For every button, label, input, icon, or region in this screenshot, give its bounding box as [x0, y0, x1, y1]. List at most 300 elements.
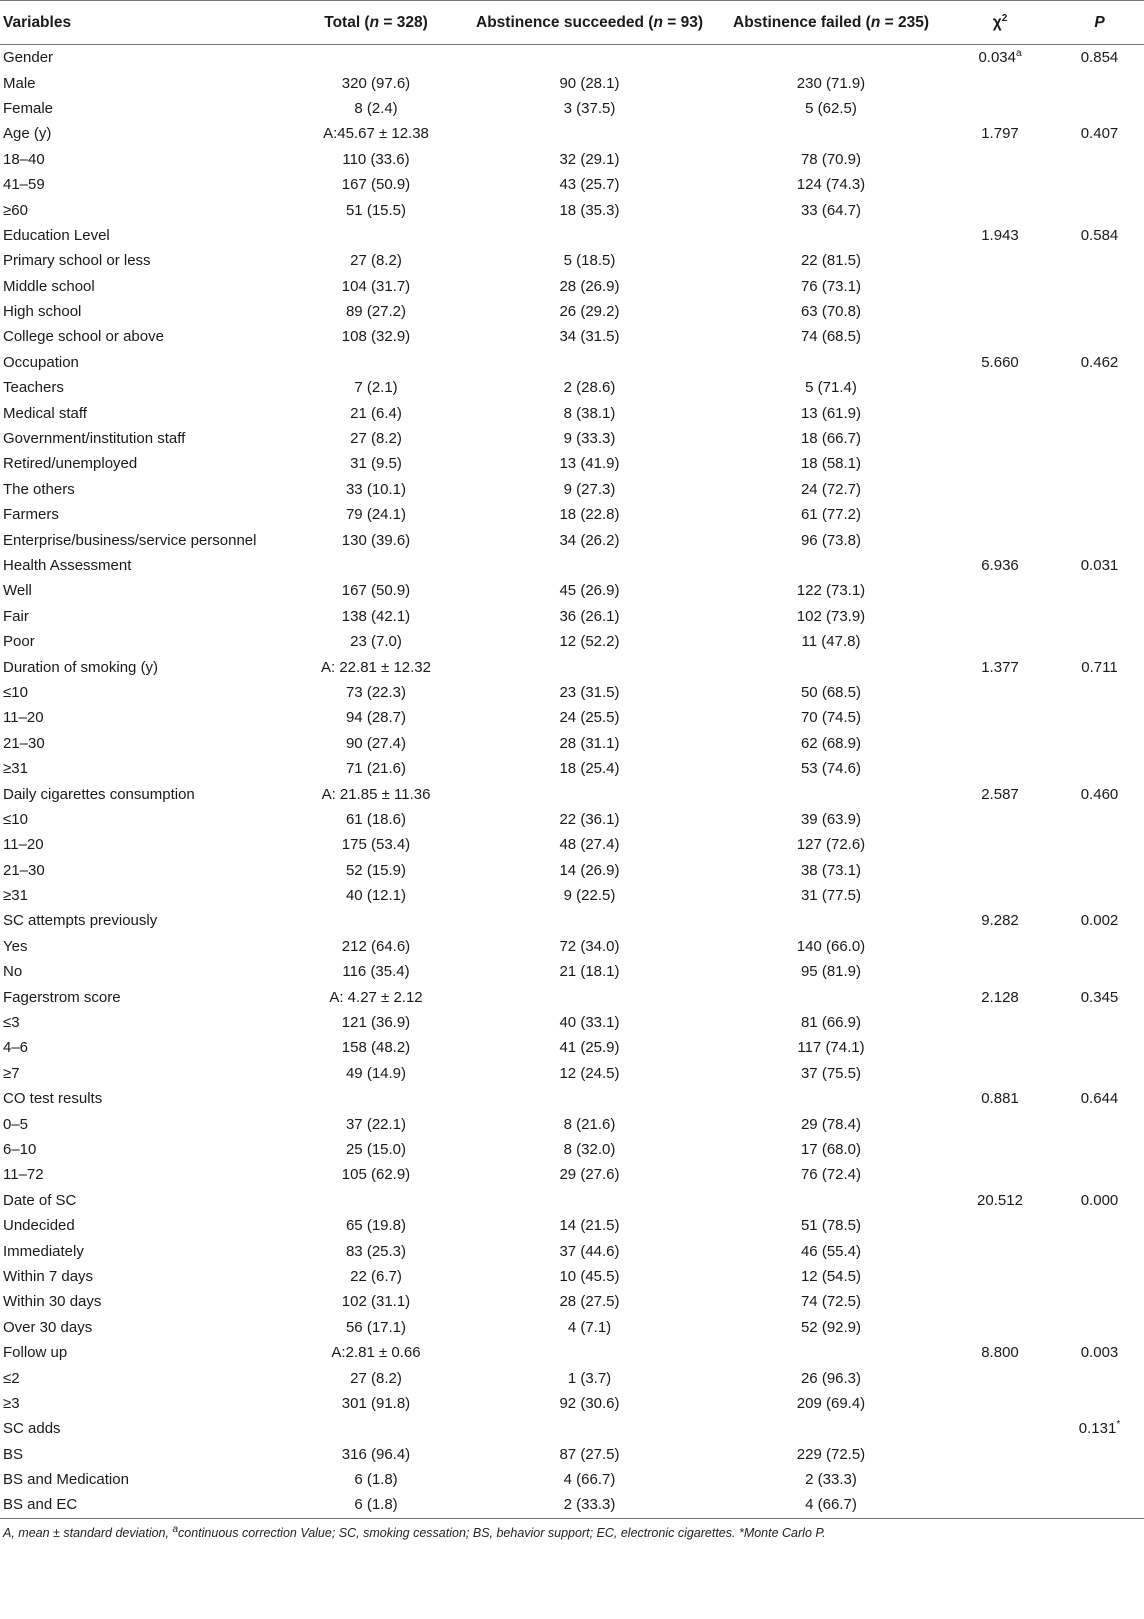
succeeded-cell: [462, 400, 717, 425]
row-label-text: ≤3: [3, 1014, 20, 1032]
p-value-cell: [1055, 1391, 1144, 1416]
failed-cell: [717, 1264, 945, 1289]
row-label: [0, 1213, 290, 1238]
succeeded-cell: [462, 324, 717, 349]
row-label-text: BS and EC: [3, 1496, 78, 1514]
total-cell: [290, 96, 462, 121]
row-label-text: Fagerstrom score: [3, 988, 121, 1006]
p-value-cell-text: 0.031: [1080, 557, 1119, 574]
p-value-cell: [1055, 731, 1144, 756]
failed-cell: [717, 1315, 945, 1340]
total-cell-text: 121 (36.9): [341, 1014, 411, 1032]
row-label-text: Middle school: [3, 277, 95, 295]
table-row: [0, 96, 1144, 121]
p-value-cell: [1055, 477, 1144, 502]
total-cell-text: A:2.81 ± 0.66: [331, 1344, 421, 1362]
row-label-text: 11–20: [3, 709, 44, 727]
row-label-text: Enterprise/business/service personnel: [3, 531, 257, 549]
row-label: [0, 832, 290, 857]
succeeded-cell-text: 48 (27.4): [559, 836, 620, 854]
failed-cell-text: 76 (72.4): [800, 1166, 862, 1184]
chi-square-footnote-marker: a: [1015, 48, 1022, 60]
total-cell-text: 79 (24.1): [345, 506, 407, 524]
chi-square-cell: [945, 1264, 1055, 1289]
row-label: [0, 477, 290, 502]
total-cell-text: 52 (15.9): [345, 861, 407, 879]
chi-square-cell: [945, 350, 1055, 375]
chi-square-cell: [945, 1238, 1055, 1263]
total-cell: [290, 680, 462, 705]
table-row: [0, 70, 1144, 95]
header-total-n: n: [369, 13, 380, 31]
total-cell: [290, 147, 462, 172]
succeeded-cell-text: 29 (27.6): [559, 1166, 620, 1184]
chi-square-cell-text: 5.660: [981, 353, 1019, 371]
chi-square-cell: [945, 1213, 1055, 1238]
total-cell: [290, 1264, 462, 1289]
failed-cell-text: 31 (77.5): [800, 887, 862, 905]
p-value-cell: [1055, 578, 1144, 603]
total-cell: [290, 121, 462, 146]
succeeded-cell-text: 8 (21.6): [563, 1115, 616, 1133]
succeeded-cell: [462, 908, 717, 933]
total-cell: [290, 477, 462, 502]
p-value-cell: [1055, 1213, 1144, 1238]
p-value-cell-text: 0.345: [1080, 988, 1119, 1006]
header-total-eq: = 328): [379, 13, 428, 31]
row-label: [0, 96, 290, 121]
row-label-text: SC attempts previously: [3, 912, 158, 930]
chi-square-cell: [945, 1416, 1055, 1441]
succeeded-cell: [462, 45, 717, 71]
failed-cell: [717, 197, 945, 222]
table-header: [0, 1, 1144, 45]
p-value-cell: [1055, 1238, 1144, 1263]
chi-square-cell: [945, 1315, 1055, 1340]
header-p: [1055, 1, 1144, 45]
p-value-cell: [1055, 1111, 1144, 1136]
row-label: [0, 1162, 290, 1187]
failed-cell: [717, 400, 945, 425]
total-cell-text: 37 (22.1): [345, 1115, 407, 1133]
chi-square-cell: [945, 324, 1055, 349]
total-cell-text: 301 (91.8): [341, 1394, 411, 1412]
total-cell-text: 21 (6.4): [350, 404, 402, 422]
header-failed-eq: = 235): [880, 13, 929, 31]
failed-cell-text: 12 (54.5): [800, 1267, 862, 1285]
row-label: [0, 1086, 290, 1111]
chi-square-cell: [945, 299, 1055, 324]
row-label: [0, 807, 290, 832]
p-value-cell-text: 0.462: [1080, 353, 1119, 371]
chi-square-cell: [945, 604, 1055, 629]
failed-cell: [717, 604, 945, 629]
row-label: [0, 1416, 290, 1441]
total-cell: [290, 426, 462, 451]
failed-cell: [717, 883, 945, 908]
failed-cell: [717, 934, 945, 959]
row-label: [0, 299, 290, 324]
row-label: [0, 426, 290, 451]
succeeded-cell: [462, 1492, 717, 1518]
total-cell-text: 158 (48.2): [341, 1039, 411, 1057]
table-row: [0, 1188, 1144, 1213]
total-cell: [290, 934, 462, 959]
row-label-text: No: [3, 963, 23, 981]
failed-cell-text: 29 (78.4): [800, 1115, 862, 1133]
total-cell-text: 23 (7.0): [350, 633, 402, 651]
total-cell: [290, 578, 462, 603]
total-cell: [290, 1340, 462, 1365]
p-value-cell: [1055, 299, 1144, 324]
table-row: [0, 1213, 1144, 1238]
table-row: [0, 1035, 1144, 1060]
p-value-cell: [1055, 781, 1144, 806]
total-cell: [290, 451, 462, 476]
chi-square-cell-text: 1.797: [981, 125, 1019, 143]
chi-square-cell-text: 2.128: [981, 988, 1019, 1006]
total-cell-text: A: 4.27 ± 2.12: [329, 988, 423, 1006]
total-cell: [290, 1111, 462, 1136]
row-label-text: Medical staff: [3, 404, 87, 422]
row-label-text: Over 30 days: [3, 1318, 93, 1336]
succeeded-cell-text: 9 (22.5): [563, 887, 616, 905]
failed-cell: [717, 299, 945, 324]
total-cell: [290, 45, 462, 71]
failed-cell: [717, 832, 945, 857]
table-row: [0, 375, 1144, 400]
succeeded-cell: [462, 1137, 717, 1162]
total-cell: [290, 1035, 462, 1060]
chi-square-cell: [945, 680, 1055, 705]
header-succeeded-eq: = 93): [662, 13, 703, 31]
chi-square-cell: [945, 45, 1055, 71]
row-label-text: Gender: [3, 49, 54, 67]
row-label-text: Yes: [3, 937, 28, 955]
chi-square-cell: [945, 1467, 1055, 1492]
total-cell: [290, 807, 462, 832]
chi-square-cell: [945, 807, 1055, 832]
failed-cell: [717, 350, 945, 375]
succeeded-cell-text: 8 (38.1): [563, 404, 616, 422]
row-label-text: ≥31: [3, 760, 28, 778]
row-label-text: ≤2: [3, 1369, 20, 1387]
chi-square-cell: [945, 578, 1055, 603]
table-row: [0, 502, 1144, 527]
succeeded-cell-text: 43 (25.7): [559, 176, 620, 194]
header-chi-symbol: χ: [992, 13, 1002, 31]
failed-cell: [717, 578, 945, 603]
failed-cell: [717, 1035, 945, 1060]
succeeded-cell-text: 3 (37.5): [563, 99, 616, 117]
row-label: [0, 1264, 290, 1289]
failed-cell-text: 50 (68.5): [800, 683, 862, 701]
failed-cell-text: 81 (66.9): [800, 1014, 862, 1032]
failed-cell-text: 11 (47.8): [801, 633, 861, 651]
table-row: [0, 984, 1144, 1009]
table-row: [0, 1365, 1144, 1390]
p-value-cell: [1055, 908, 1144, 933]
succeeded-cell: [462, 959, 717, 984]
failed-cell-text: 209 (69.4): [796, 1394, 866, 1412]
failed-cell-text: 13 (61.9): [800, 404, 862, 422]
row-label: [0, 45, 290, 71]
row-label-text: Government/institution staff: [3, 430, 186, 448]
succeeded-cell-text: 34 (31.5): [559, 328, 620, 346]
chi-square-cell: [945, 477, 1055, 502]
p-value-cell: [1055, 350, 1144, 375]
failed-cell-text: 5 (71.4): [805, 379, 857, 397]
succeeded-cell-text: 12 (52.2): [559, 633, 620, 651]
header-failed-label: Abstinence failed (: [733, 13, 871, 31]
total-cell-text: 31 (9.5): [350, 455, 402, 473]
total-cell-text: 90 (27.4): [345, 734, 407, 752]
row-label: [0, 1441, 290, 1466]
p-value-cell: [1055, 1010, 1144, 1035]
row-label: [0, 680, 290, 705]
failed-cell: [717, 477, 945, 502]
chi-square-cell-text: 1.943: [981, 226, 1019, 244]
total-cell-text: 138 (42.1): [341, 607, 411, 625]
succeeded-cell: [462, 223, 717, 248]
succeeded-cell: [462, 274, 717, 299]
failed-cell-text: 52 (92.9): [800, 1318, 862, 1336]
header-succeeded: [462, 1, 717, 45]
table-row: [0, 350, 1144, 375]
p-value-cell: [1055, 883, 1144, 908]
total-cell: [290, 502, 462, 527]
total-cell-text: 71 (21.6): [345, 760, 407, 778]
row-label-text: SC adds: [3, 1420, 61, 1438]
succeeded-cell-text: 24 (25.5): [559, 709, 620, 727]
succeeded-cell: [462, 756, 717, 781]
row-label-text: Teachers: [3, 379, 64, 397]
chi-square-cell: [945, 1188, 1055, 1213]
succeeded-cell: [462, 705, 717, 730]
chi-square-cell: [945, 781, 1055, 806]
failed-cell: [717, 858, 945, 883]
succeeded-cell-text: 18 (35.3): [559, 201, 620, 219]
total-cell-text: 110 (33.6): [342, 150, 410, 168]
header-failed-n: n: [870, 13, 881, 31]
succeeded-cell-text: 36 (26.1): [559, 607, 620, 625]
total-cell: [290, 1238, 462, 1263]
total-cell: [290, 858, 462, 883]
chi-square-cell: [945, 1035, 1055, 1060]
succeeded-cell: [462, 578, 717, 603]
chi-square-cell: [945, 1365, 1055, 1390]
failed-cell: [717, 45, 945, 71]
row-label: [0, 350, 290, 375]
p-value-cell: [1055, 1188, 1144, 1213]
total-cell: [290, 832, 462, 857]
table-row: [0, 1492, 1144, 1518]
chi-square-cell: [945, 553, 1055, 578]
total-cell-text: 61 (18.6): [345, 810, 407, 828]
succeeded-cell: [462, 1315, 717, 1340]
failed-cell: [717, 1137, 945, 1162]
p-value-cell: [1055, 1264, 1144, 1289]
failed-cell-text: 76 (73.1): [800, 277, 862, 295]
total-cell-text: 51 (15.5): [345, 201, 407, 219]
p-value-cell: [1055, 527, 1144, 552]
row-label: [0, 248, 290, 273]
failed-cell: [717, 984, 945, 1009]
total-cell-text: 56 (17.1): [345, 1318, 407, 1336]
table-row: [0, 1264, 1144, 1289]
succeeded-cell: [462, 1086, 717, 1111]
total-cell: [290, 400, 462, 425]
failed-cell-text: 46 (55.4): [800, 1242, 862, 1260]
table-row: [0, 147, 1144, 172]
succeeded-cell: [462, 1467, 717, 1492]
table-row: [0, 934, 1144, 959]
total-cell: [290, 527, 462, 552]
row-label: [0, 121, 290, 146]
total-cell: [290, 1289, 462, 1314]
p-value-cell: [1055, 274, 1144, 299]
failed-cell-text: 2 (33.3): [805, 1471, 857, 1489]
header-chi-square: [945, 1, 1055, 45]
p-value-cell: [1055, 45, 1144, 71]
table-row: [0, 299, 1144, 324]
failed-cell-text: 122 (73.1): [796, 582, 866, 600]
succeeded-cell: [462, 350, 717, 375]
table-row: [0, 1340, 1144, 1365]
failed-cell-text: 5 (62.5): [805, 99, 857, 117]
p-value-cell: [1055, 1035, 1144, 1060]
succeeded-cell: [462, 1238, 717, 1263]
row-label: [0, 1188, 290, 1213]
row-label: [0, 959, 290, 984]
failed-cell: [717, 1365, 945, 1390]
chi-square-cell-text: 2.587: [981, 785, 1019, 803]
chi-square-cell: [945, 1137, 1055, 1162]
failed-cell: [717, 121, 945, 146]
table-row: [0, 553, 1144, 578]
succeeded-cell-text: 18 (22.8): [559, 506, 620, 524]
succeeded-cell: [462, 1340, 717, 1365]
failed-cell: [717, 451, 945, 476]
succeeded-cell: [462, 781, 717, 806]
row-label: [0, 578, 290, 603]
total-cell-text: 316 (96.4): [341, 1445, 411, 1463]
failed-cell: [717, 1188, 945, 1213]
row-label-text: 0–5: [3, 1115, 29, 1133]
row-label-text: Date of SC: [3, 1191, 77, 1209]
table-row: [0, 451, 1144, 476]
row-label-text: ≥31: [3, 887, 28, 905]
row-label-text: Retired/unemployed: [3, 455, 138, 473]
total-cell-text: 27 (8.2): [350, 252, 402, 270]
chi-square-cell-text: 0.881: [981, 1090, 1019, 1108]
p-value-cell-text: 0.460: [1080, 785, 1119, 803]
succeeded-cell-text: 28 (26.9): [559, 277, 620, 295]
failed-cell-text: 17 (68.0): [800, 1140, 862, 1158]
table-row: [0, 324, 1144, 349]
row-label: [0, 223, 290, 248]
failed-cell-text: 95 (81.9): [800, 963, 862, 981]
failed-cell: [717, 172, 945, 197]
failed-cell-text: 124 (74.3): [796, 176, 866, 194]
row-label-text: 21–30: [3, 861, 45, 879]
chi-square-cell: [945, 959, 1055, 984]
table-row: [0, 1137, 1144, 1162]
p-value-cell: [1055, 197, 1144, 222]
succeeded-cell: [462, 858, 717, 883]
chi-square-cell: [945, 1441, 1055, 1466]
chi-square-cell: [945, 375, 1055, 400]
total-cell: [290, 1010, 462, 1035]
p-value-cell: [1055, 756, 1144, 781]
failed-cell-text: 26 (96.3): [800, 1369, 862, 1387]
succeeded-cell-text: 40 (33.1): [559, 1014, 620, 1032]
total-cell: [290, 908, 462, 933]
p-value-cell-text: 0.854: [1080, 49, 1119, 67]
table-row: [0, 578, 1144, 603]
row-label: [0, 908, 290, 933]
table-row: [0, 908, 1144, 933]
table-row: [0, 807, 1144, 832]
failed-cell: [717, 1061, 945, 1086]
p-value-cell-text: 0.002: [1080, 912, 1119, 930]
total-cell: [290, 1365, 462, 1390]
succeeded-cell: [462, 731, 717, 756]
row-label: [0, 1111, 290, 1136]
total-cell: [290, 197, 462, 222]
failed-cell: [717, 629, 945, 654]
chi-square-cell: [945, 908, 1055, 933]
total-cell-text: A:45.67 ± 12.38: [323, 125, 429, 143]
table-row: [0, 1238, 1144, 1263]
row-label: [0, 375, 290, 400]
failed-cell: [717, 1010, 945, 1035]
row-label: [0, 1061, 290, 1086]
failed-cell: [717, 654, 945, 679]
table-row: [0, 1416, 1144, 1441]
row-label-text: CO test results: [3, 1090, 103, 1108]
row-label: [0, 197, 290, 222]
row-label: [0, 324, 290, 349]
row-label-text: Primary school or less: [3, 252, 151, 270]
row-label-text: High school: [3, 303, 82, 321]
table-row: [0, 629, 1144, 654]
row-label: [0, 1137, 290, 1162]
failed-cell: [717, 756, 945, 781]
row-label-text: ≥7: [3, 1064, 20, 1082]
total-cell-text: 33 (10.1): [345, 480, 407, 498]
row-label-text: Health Assessment: [3, 557, 132, 574]
total-cell: [290, 1416, 462, 1441]
failed-cell-text: 74 (72.5): [800, 1293, 862, 1311]
table-row: [0, 426, 1144, 451]
succeeded-cell-text: 12 (24.5): [559, 1064, 620, 1082]
total-cell: [290, 1441, 462, 1466]
total-cell: [290, 1391, 462, 1416]
row-label: [0, 147, 290, 172]
p-value-cell: [1055, 858, 1144, 883]
total-cell-text: 49 (14.9): [345, 1064, 407, 1082]
total-cell: [290, 299, 462, 324]
row-label: [0, 883, 290, 908]
table-row: [0, 197, 1144, 222]
p-value-cell-text: 0.131: [1078, 1420, 1117, 1438]
header-p-label: P: [1094, 13, 1105, 31]
failed-cell: [717, 1213, 945, 1238]
succeeded-cell: [462, 1162, 717, 1187]
succeeded-cell-text: 37 (44.6): [559, 1242, 620, 1260]
total-cell-text: 65 (19.8): [345, 1217, 407, 1235]
